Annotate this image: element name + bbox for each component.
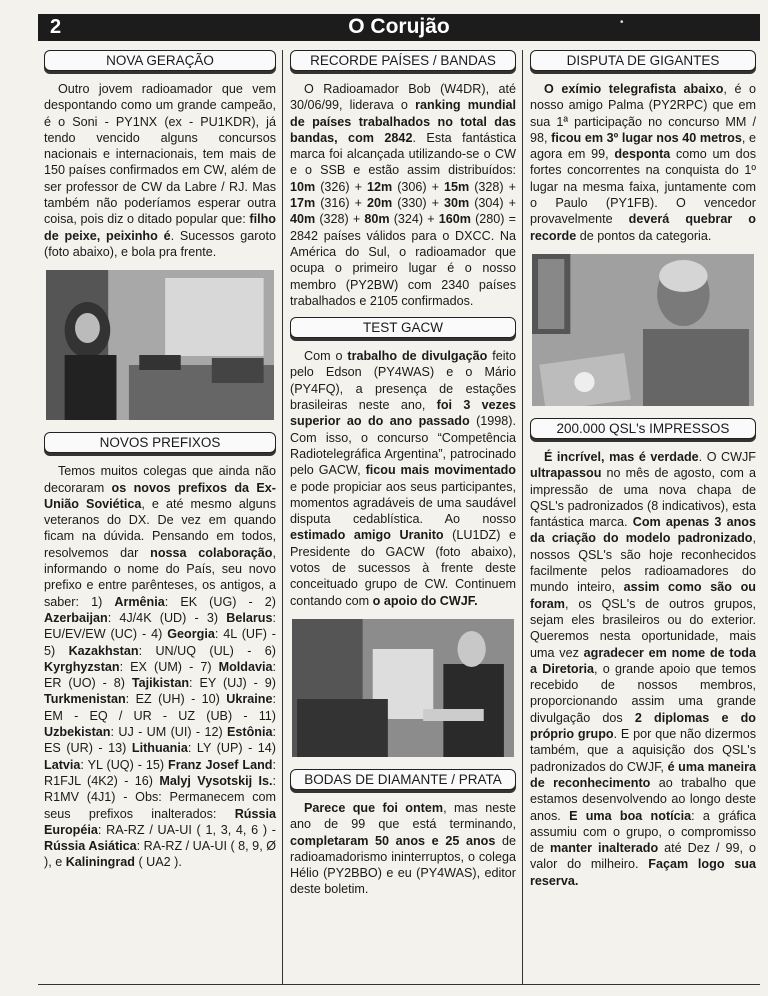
body-text: (330) + <box>392 196 444 211</box>
emphasis-text: Parece que foi ontem <box>304 800 444 815</box>
body-text: , os QSL's de outros grupos, sejam eles brasileiros ou do exterior. Queremos nesta oportunidade, mais uma vez <box>530 596 756 660</box>
body-text: : ES (UR) - 13) <box>44 725 276 756</box>
emphasis-text: 20m <box>367 196 393 211</box>
body-text: , e até mesmo alguns veteranos do DX. De vez em quando ficam na dúvida. Pensando em todos, resolvemos dar <box>44 496 276 560</box>
body-text: Com o <box>304 349 348 364</box>
page-number: 2 <box>50 16 62 38</box>
emphasis-text: Azerbaijan <box>44 610 108 625</box>
body-text: : EZ (UH) - 10) <box>125 692 227 707</box>
body-text: : R1MV (4J1) - Obs: Permanecem com seus prefixos inalterados: <box>44 773 276 821</box>
body-text: (306) + <box>392 179 444 194</box>
body-text: . Esta fantástica marca foi alcançada utilizando-se o CW e o SSB e estão assim distribuídos: <box>290 130 516 178</box>
article-paragraph <box>44 81 276 260</box>
emphasis-text: Tajikistan <box>131 676 190 691</box>
emphasis-text: 40m <box>290 212 316 227</box>
body-text: : YL (UQ) - 15) <box>80 757 169 772</box>
emphasis-text: Kaliningrad <box>65 855 135 870</box>
article-paragraph <box>290 800 516 898</box>
body-text: de pontos da categoria. <box>576 228 712 243</box>
emphasis-text: completaram 50 anos e 25 anos <box>290 833 496 848</box>
heading-qsl: 200.000 QSL's IMPRESSOS <box>530 418 756 439</box>
body-text: feito pelo Edson (PY4WAS) e o Mário (PY4FQ), a presença de estações brasileiras neste ano, <box>290 349 516 413</box>
emphasis-text: manter inalterado <box>550 841 659 856</box>
photo-gacw-president <box>292 619 514 757</box>
emphasis-text: ficou mais movimentado <box>365 463 516 478</box>
column-divider <box>282 50 283 984</box>
body-text: Outro jovem radioamador que vem despontando como um grande campeão, é o Soni - PY1NX (ex - PU1KDR), já tendo vencido alguns concursos nacionais e internacionais, tem mais de 150 países confirmados em CW, além de ser professor de CW da Labre / RJ. Mas também não poderíamos esperar outra coisa, pois diz o ditado popular que: <box>44 82 276 227</box>
emphasis-text: agradecer em nome de toda a Diretoria <box>530 645 756 676</box>
emphasis-text: Kazakhstan <box>68 643 139 658</box>
emphasis-text: Uzbekistan <box>44 725 111 740</box>
column-3 <box>528 50 758 984</box>
emphasis-text: E uma boa notícia <box>569 808 692 823</box>
article-paragraph <box>530 449 756 889</box>
decorative-dot: • <box>620 17 624 28</box>
body-text: : EM - EQ / UR - UZ (UB) - 11) <box>44 692 276 723</box>
article-paragraph <box>44 463 276 870</box>
heading-novos-prefixos: NOVOS PREFIXOS <box>44 432 276 453</box>
emphasis-text: filho de peixe, peixinho é <box>44 212 276 243</box>
emphasis-text: 17m <box>290 196 316 211</box>
body-text: (324) + <box>389 212 439 227</box>
body-text: , nossos QSL's são hoje reconhecidos facilmente pelos radioamadores do mundo inteiro, <box>530 531 756 595</box>
body-text: (1998). Com isso, o concurso “Competência Radiotelegráfica Argentina”, patrocinado pelo GACW, <box>290 414 517 478</box>
heading-bodas: BODAS DE DIAMANTE / PRATA <box>290 769 516 790</box>
body-text: : 4J/4K (UD) - 3) <box>107 610 227 625</box>
body-text: até Dez / 99, o valor do milheiro. <box>530 841 756 872</box>
emphasis-text: o apoio do CWJF. <box>372 593 478 608</box>
article-recorde <box>290 81 516 309</box>
emphasis-text: Turkmenistan <box>44 692 126 707</box>
article-paragraph <box>290 348 516 609</box>
emphasis-text: ultrapassou <box>530 466 602 481</box>
body-text: : EX (UM) - 7) <box>119 659 219 674</box>
masthead <box>38 14 760 41</box>
body-text: e pode propiciar aos seus participantes, momentos agradáveis de uma saudável disputa cedablística. Ao nosso <box>290 479 516 527</box>
body-text: no mês de agosto, com a impressão de uma nova chapa de QSL's padronizados (8 indicativos), esta fantástica marca. <box>530 466 756 530</box>
body-text: . O CWJF <box>698 449 756 464</box>
emphasis-text: 15m <box>444 179 470 194</box>
body-text: (328) + <box>469 179 516 194</box>
body-text: ( UA2 ). <box>134 855 182 870</box>
emphasis-text: 12m <box>367 179 393 194</box>
newsletter-page <box>38 14 760 984</box>
emphasis-text: 2 diplomas e do próprio grupo <box>530 710 756 742</box>
body-text: , informando o nome do País, seu novo prefixo e entre parênteses, os antigos, a saber: 1) <box>44 545 276 609</box>
body-text: : EY (UJ) - 9) <box>189 676 276 691</box>
emphasis-text: Moldavia <box>218 659 273 674</box>
emphasis-text: ranking mundial de países trabalhados no total das bandas, com 2842 <box>290 98 517 145</box>
article-paragraph <box>530 81 756 244</box>
article-qsl <box>530 449 756 889</box>
emphasis-text: O exímio telegrafista abaixo <box>544 82 724 96</box>
emphasis-text: Estônia <box>227 725 273 740</box>
emphasis-text: Ukraine <box>226 692 273 707</box>
body-text: , mas neste ano de 99 que está terminando, <box>290 800 516 832</box>
article-nova-geracao <box>44 81 276 260</box>
heading-nova-geracao: NOVA GERAÇÃO <box>44 50 276 71</box>
emphasis-text: 80m <box>364 212 390 227</box>
article-bodas <box>290 800 516 898</box>
emphasis-text: nossa colaboração <box>150 545 273 560</box>
body-text: : ER (UO) - 8) <box>44 659 276 691</box>
body-text: : UJ - UM (UI) - 12) <box>110 725 227 740</box>
heading-disputa: DISPUTA DE GIGANTES <box>530 50 756 71</box>
newsletter-title: O Corujão <box>348 15 450 38</box>
body-text: . E por que não dizermos também, que a aquisição dos QSL's padronizados do CWJF, <box>530 727 756 774</box>
column-divider <box>522 50 523 984</box>
emphasis-text: Lithuania <box>131 741 188 756</box>
body-text: : 4L (UF) - 5) <box>44 627 276 658</box>
body-text: Temos muitos colegas que ainda não decoraram <box>44 464 276 495</box>
column-2 <box>288 50 518 984</box>
heading-recorde: RECORDE PAÍSES / BANDAS <box>290 50 516 71</box>
article-novos-prefixos <box>44 463 276 870</box>
emphasis-text: Rússia Asiática <box>44 839 137 854</box>
emphasis-text: 30m <box>444 196 470 211</box>
body-text: como um dos fortes concorrentes na conquista do 1º lugar na mesma faixa, juntamente com o Paulo (PY1FB). O vencedor provavelmente <box>530 147 756 227</box>
body-text: (328) + <box>315 212 365 227</box>
heading-test-gacw: TEST GACW <box>290 317 516 338</box>
body-text: (280) = 2842 países válidos para o DXCC. Na América do Sul, o radioamador que ocupa o primeiro lugar é o nosso membro (PY2BW) com 2340 países trabalhados e 2105 confirmados. <box>290 212 516 308</box>
emphasis-text: Armênia <box>114 594 165 609</box>
body-text: : LY (UP) - 14) <box>187 741 276 756</box>
body-text: : RA-RZ / UA-UI ( 1, 3, 4, 6 ) - <box>97 822 276 837</box>
emphasis-text: Façam logo sua reserva. <box>530 857 756 888</box>
emphasis-text: é uma maneira de reconhecimento <box>530 759 756 790</box>
body-text: : R1FJL (4K2) - 16) <box>44 757 276 788</box>
emphasis-text: Rússia Européia <box>44 806 276 837</box>
body-text: ao trabalho que estamos desenvolvendo ao longo deste anos. <box>530 775 756 823</box>
article-disputa <box>530 81 756 244</box>
emphasis-text: Malyj Vysotskij Is. <box>159 773 273 788</box>
emphasis-text: trabalho de divulgação <box>347 349 488 364</box>
bottom-rule <box>38 984 760 985</box>
photo-young-operator <box>46 270 274 420</box>
emphasis-text: desponta <box>614 147 671 162</box>
emphasis-text: 160m <box>438 212 471 227</box>
body-text: , e agora em 99, <box>530 130 756 162</box>
article-paragraph <box>290 81 516 309</box>
emphasis-text: Kyrghyzstan <box>44 659 120 674</box>
body-text: , é o nosso amigo Palma (PY2RPC) que em sua 1ª participação no concurso MM / 98, <box>530 82 756 145</box>
body-text: : RA-RZ / UA-UI ( 8, 9, Ø ), e <box>44 839 276 870</box>
emphasis-text: Georgia <box>167 627 215 642</box>
body-text: O Radioamador Bob (W4DR), até 30/06/99, liderava o <box>290 82 516 113</box>
body-text: (316) + <box>315 196 367 211</box>
body-text: . Sucessos garoto (foto abaixo), e bola pra frente. <box>44 228 276 259</box>
emphasis-text: estimado amigo Uranito <box>290 528 444 543</box>
body-text: : EK (UG) - 2) <box>164 594 276 609</box>
body-text: (LU1DZ) e Presidente do GACW (foto abaixo), votos de sucessos à frente deste conceituado grupo de CW. Continuem contando com <box>290 528 517 608</box>
emphasis-text: Com apenas 3 anos da criação do modelo padronizado <box>530 515 756 546</box>
body-text: : UN/UQ (UL) - 6) <box>138 643 277 658</box>
body-text: de radioamadorismo ininterruptos, o colega Hélio (PY2BBO) e eu (PY4WAS), editor deste boletim. <box>290 833 516 897</box>
column-1 <box>42 50 278 984</box>
emphasis-text: os novos prefixos da Ex-União Soviética <box>44 480 276 511</box>
body-text: : EU/EV/EW (UC) - 4) <box>44 610 276 642</box>
body-text: (326) + <box>315 179 367 194</box>
body-text: : a gráfica assumiu com o grupo, o compromisso de <box>530 808 756 856</box>
emphasis-text: Latvia <box>44 757 81 772</box>
emphasis-text: ficou em 3º lugar nos 40 metros <box>551 130 742 145</box>
emphasis-text: assim como são ou foram <box>530 580 756 611</box>
emphasis-text: 10m <box>290 179 316 194</box>
emphasis-text: É incrível, mas é verdade <box>544 449 699 464</box>
emphasis-text: Belarus <box>226 610 273 625</box>
emphasis-text: foi 3 vezes superior ao do ano passado <box>290 398 516 429</box>
body-text: , o grande apoio que temos recebido de nossos membros, proporcionando assim uma grande divulgação dos <box>530 661 756 725</box>
photo-telegraphist <box>532 254 754 406</box>
emphasis-text: Franz Josef Land <box>168 757 273 772</box>
body-text: (304) + <box>469 196 516 211</box>
article-test-gacw <box>290 348 516 609</box>
emphasis-text: deverá quebrar o recorde <box>530 212 756 243</box>
